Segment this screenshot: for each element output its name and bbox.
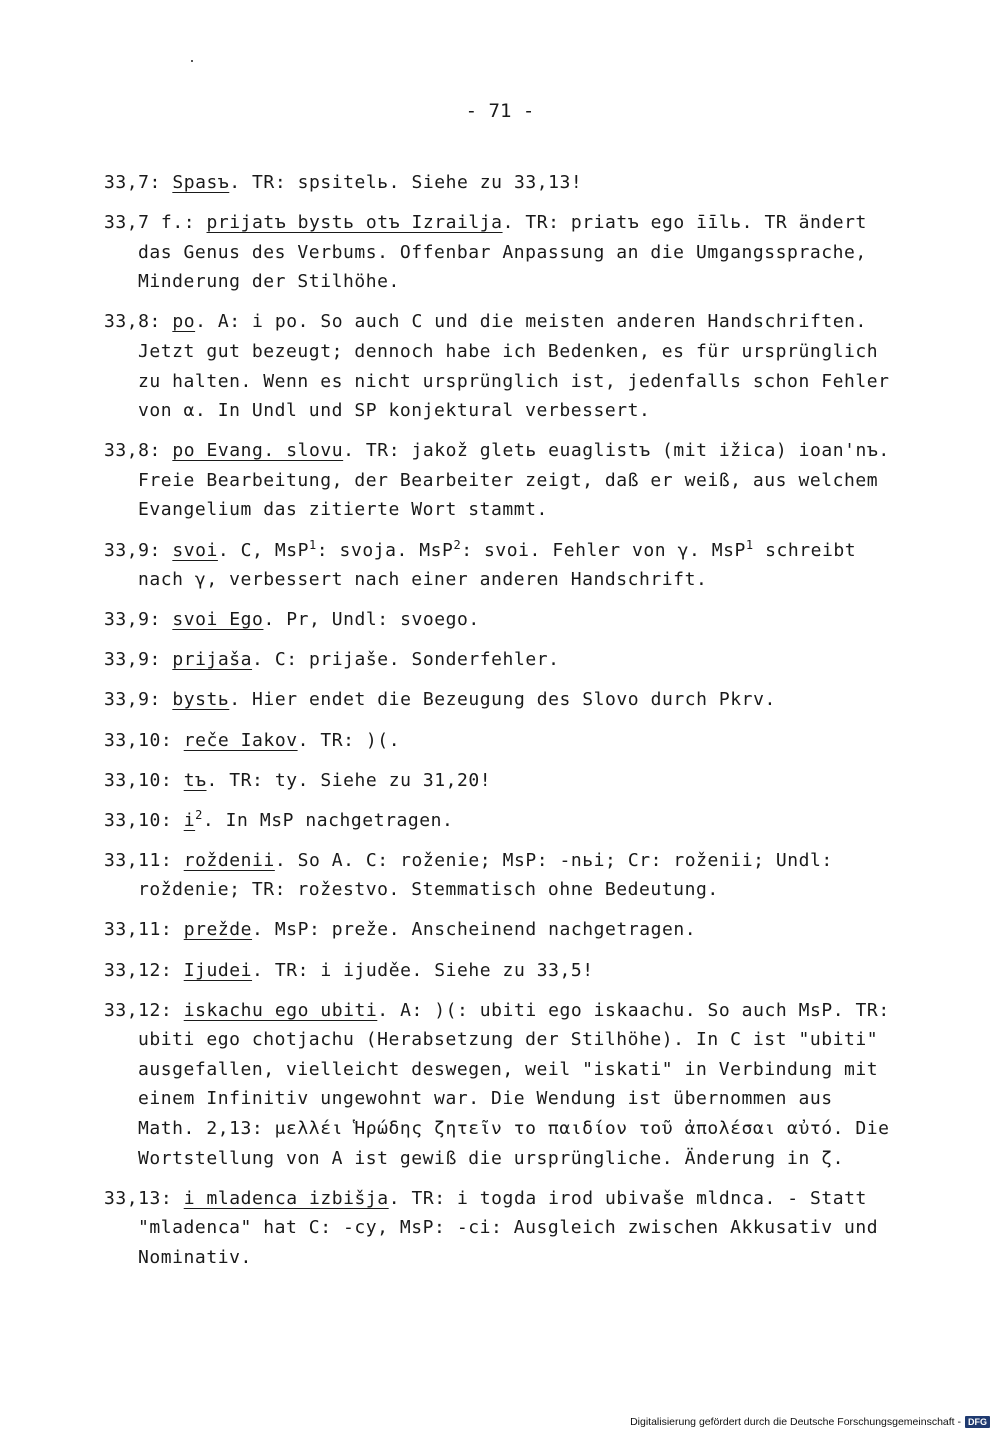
apparatus-entry	[104, 806, 894, 836]
entry-lemma: i mladenca izbišja	[183, 1187, 389, 1209]
entry-text: . C, MsP	[217, 539, 309, 561]
apparatus-entry	[104, 436, 894, 525]
entry-lemma: Spasъ	[172, 172, 230, 193]
apparatus-entry	[104, 605, 894, 635]
apparatus-entry	[104, 168, 894, 198]
entry-reference: 33,9:	[104, 609, 161, 631]
entry-lemma: i	[183, 809, 196, 831]
scan-speck	[191, 60, 193, 62]
entry-lemma: prežde	[183, 919, 253, 941]
entry-lemma: svoi Ego	[172, 609, 264, 631]
apparatus-entry	[104, 846, 894, 905]
entry-lemma: prijaša	[172, 649, 253, 671]
page-number: - 71 -	[465, 100, 535, 122]
superscript: 1	[745, 537, 754, 552]
entry-text: . TR: )(.	[297, 729, 401, 751]
apparatus-entry	[104, 536, 894, 595]
apparatus-entry	[104, 996, 894, 1174]
apparatus-entry	[104, 685, 894, 715]
entry-reference: 33,9:	[104, 689, 161, 711]
entry-reference: 33,9:	[104, 649, 161, 671]
entry-text: . TR: priatъ ego īīlь. TR ändert das Genus des Verbums. Offenbar Anpassung an die Umgangssprache, Minderung der Stilhöhe.	[138, 212, 867, 293]
entry-lemma: prijatъ bystь otъ Izrailja	[206, 212, 503, 234]
dfg-logo: DFG	[965, 1416, 990, 1428]
entry-lemma: iskachu ego ubiti	[183, 999, 378, 1021]
entry-lemma: reče Iakov	[183, 729, 298, 751]
entry-lemma: svoi	[172, 539, 218, 561]
apparatus-entry	[104, 726, 894, 756]
entry-text: . TR: jakož gletь euaglistъ (mit ižica) ioan'nъ. Freie Bearbeitung, der Bearbeiter zeigt, daß er weiß, aus welchem Evangelium das zitierte Wort stammt.	[138, 440, 890, 521]
entry-text: : svoi. Fehler von γ. MsP	[461, 539, 746, 561]
entry-lemma: po Evang. slovu	[172, 440, 344, 462]
entry-reference: 33,11:	[104, 919, 173, 941]
entry-reference: 33,10:	[104, 729, 173, 751]
apparatus-entry	[104, 915, 894, 945]
entry-text: . A: )(: ubiti ego iskaachu. So auch MsP. TR: ubiti ego chotjachu (Herabsetzung der Stilhöhe). In C ist "ubiti" ausgefallen, vielleicht deswegen, weil "iskati" in Verbindung mit einem Infinitiv ungewohnt war. Die Wendung ist übernommen aus Math. 2,13: μελλέι Ἡρώδης ζητεῖν το παιδίον τοῦ ἀπολέσαι αὐτό. Die Wortstellung von A ist gewiß die ursprüngliche. Änderung in ζ.	[138, 999, 890, 1169]
entry-text: . TR: ty. Siehe zu 31,20!	[206, 769, 492, 791]
entry-lemma: bystь	[172, 689, 230, 711]
entry-text: . TR: i ijuděe. Siehe zu 33,5!	[252, 959, 594, 981]
apparatus-entry	[104, 956, 894, 986]
entry-text: schreibt nach γ, verbessert nach einer anderen Handschrift.	[138, 539, 857, 591]
apparatus-entry	[104, 645, 894, 675]
entry-reference: 33,7 f.:	[104, 212, 196, 234]
entry-text: . Pr, Undl: svoego.	[263, 609, 480, 631]
entry-reference: 33,8:	[104, 440, 161, 462]
superscript: 1	[309, 537, 317, 552]
entry-text: . Hier endet die Bezeugung des Slovo durch Pkrv.	[229, 689, 776, 711]
digitization-footer	[630, 1416, 990, 1428]
entry-reference: 33,10:	[104, 809, 173, 831]
entry-text: . In MsP nachgetragen.	[202, 809, 454, 831]
entry-text: . So A. C: roženie; MsP: -nьi; Cr: roženii; Undl: roždenie; TR: rožestvo. Stemmatisch ohne Bedeutung.	[138, 849, 833, 901]
entry-text: . MsP: preže. Anscheinend nachgetragen.	[252, 919, 697, 941]
entry-reference: 33,7:	[104, 172, 161, 193]
entry-reference: 33,8:	[104, 311, 161, 333]
entry-reference: 33,10:	[104, 769, 173, 791]
entry-text: . A: i po. So auch C und die meisten anderen Handschriften. Jetzt gut bezeugt; dennoch habe ich Bedenken, es für ursprünglich zu halten. Wenn es nicht ursprünglich ist, jedenfalls schon Fehler von α. In Undl und SP konjektural verbessert.	[138, 311, 890, 422]
apparatus-entries	[104, 168, 894, 1283]
superscript: 2	[195, 807, 203, 822]
entry-reference: 33,12:	[104, 959, 173, 981]
apparatus-entry	[104, 208, 894, 297]
entry-reference: 33,13:	[104, 1187, 173, 1209]
apparatus-entry	[104, 307, 894, 425]
entry-lemma: po	[172, 311, 196, 333]
footer-text: Digitalisierung gefördert durch die Deutsche Forschungsgemeinschaft -	[630, 1416, 961, 1428]
entry-text: . C: prijaše. Sonderfehler.	[252, 649, 560, 671]
apparatus-entry	[104, 766, 894, 796]
entry-lemma: Ijudei	[183, 959, 253, 981]
entry-text: : svoja. MsP	[316, 539, 454, 561]
entry-reference: 33,11:	[104, 849, 173, 871]
entry-reference: 33,12:	[104, 999, 173, 1021]
entry-text: . TR: i togda irod ubivaše mldnca. - Statt "mladenca" hat C: -cy, MsP: -ci: Ausgleich zwischen Akkusativ und Nominativ.	[138, 1187, 879, 1268]
entry-reference: 33,9:	[104, 539, 161, 561]
superscript: 2	[453, 537, 462, 552]
entry-lemma: tъ	[183, 769, 207, 791]
apparatus-entry	[104, 1184, 894, 1273]
entry-lemma: roždenii	[183, 849, 275, 871]
entry-text: . TR: spsitelь. Siehe zu 33,13!	[229, 172, 583, 193]
